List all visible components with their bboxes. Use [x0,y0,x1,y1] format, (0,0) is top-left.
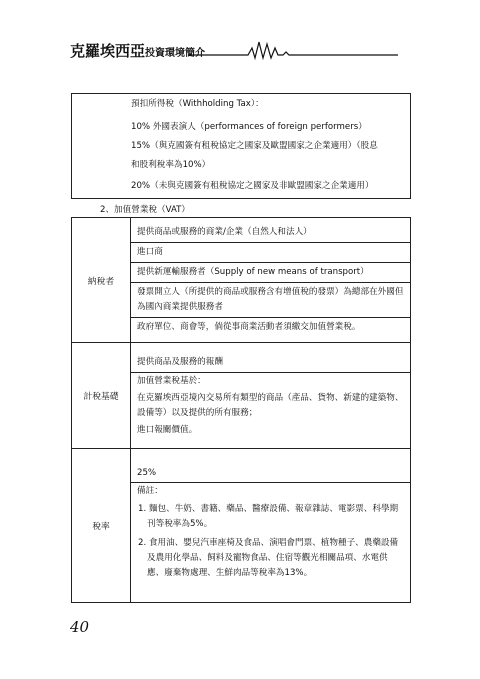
list-item: 發票開立人（所提供的商品或服務含有增值稅的發票）為總部在外國但為國內商業提供服務者 [131,283,410,318]
table-row-tax-base [72,343,411,449]
withholding-line-15: 15%（與克國簽有租稅協定之國家及歐盟國家之企業適用）（股息 [131,141,378,151]
header-country: 克羅埃西亞 [70,42,146,60]
vat-section-label: 2、加值營業稅（VAT） [100,205,191,215]
table-row-tax-rate [72,449,411,603]
vat-table [71,217,411,603]
tax-rate-label: 稅率 [72,449,131,603]
list-item: 進口商 [131,243,410,263]
taxpayer-content [131,218,411,343]
list-item: 提供商品或服務的商業/企業（自然人和法人） [131,223,410,243]
list-item: 政府單位、商會等，倘從事商業活動者須繳交加值營業稅。 [137,322,361,332]
list-item: 在克羅埃西亞境內交易所有類型的商品（產品、貨物、新建的建築物、設備等）以及提供的所有服務； [137,392,404,418]
tax-base-label: 計稅基礎 [72,343,131,449]
list-item: 加值營業稅基於： [137,375,206,386]
page-number: 40 [70,618,90,636]
tax-rate-note: 1. 麵包、牛奶、書籍、藥品、醫療設備、報章雜誌、電影票、科學期刊等稅率為5%。 [138,503,399,529]
list-item: 提供商品及服務的報酬 [131,353,410,373]
tax-rate-note: 2. 食用油、嬰兒汽車座椅及食品、演唱會門票、植物種子、農藥設備及農用化學品、飼料及寵物食品、住宿等觀光相關品項、水電供應、廢棄物處理、生鮮肉品等稅率為13%。 [138,537,399,578]
tax-base-content [131,343,411,449]
tax-rate-value: 25% [131,465,410,483]
taxpayer-label: 納稅者 [72,218,131,343]
header-subtitle: 投資環境簡介 [145,48,206,59]
page-header [70,38,400,60]
tax-rate-note-label: 備註： [137,485,163,496]
withholding-line-15-cont: 和股利稅率為10%） [131,160,211,170]
tax-rate-content [131,449,411,603]
list-item: 進口報關價值。 [137,424,198,435]
table-row-taxpayer [72,218,411,343]
header-wave-line [188,38,398,60]
header-title [70,40,205,61]
withholding-tax-box [71,93,411,199]
withholding-heading: 預扣所得稅（Withholding Tax）： [131,99,264,109]
withholding-line-10: 10% 外國表演人（performances of foreign performers） [131,122,367,132]
list-item: 提供新運輸服務者（Supply of new means of transport） [131,263,410,283]
withholding-line-20: 20%（未與克國簽有租稅協定之國家及非歐盟國家之企業適用） [131,181,374,191]
